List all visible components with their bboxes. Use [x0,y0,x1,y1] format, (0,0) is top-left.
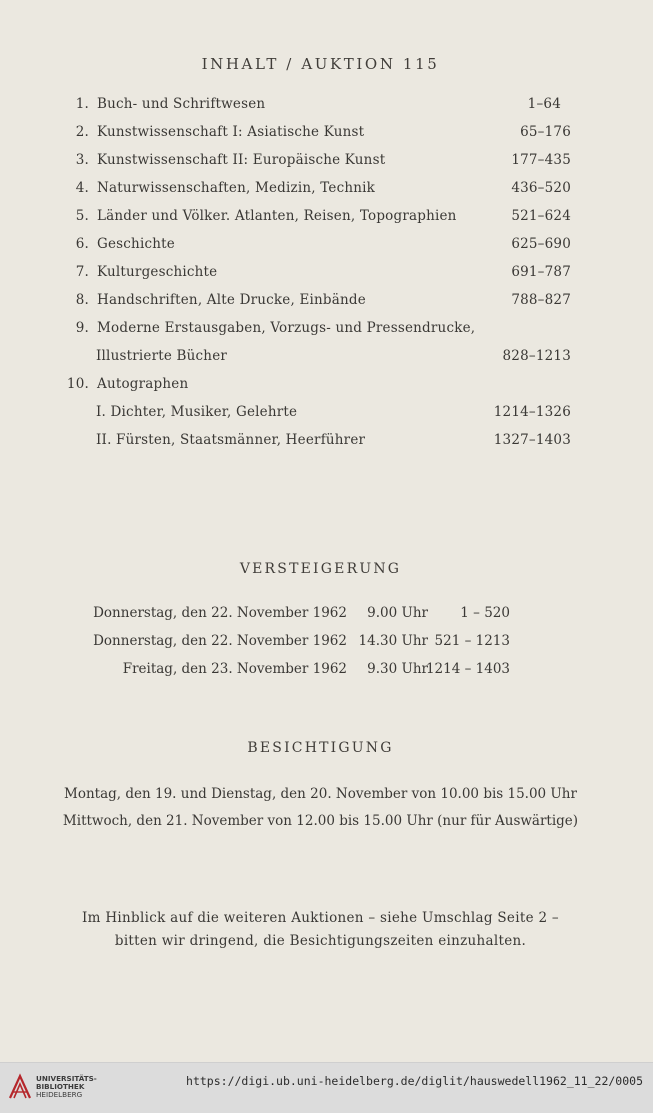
toc-item [0,208,653,228]
toc-item-pages: 691–787 [511,264,571,280]
toc-item [0,96,653,116]
session-date: Donnerstag, den 22. November 1962 [93,605,347,621]
toc-item-title: Illustrierte Bücher [96,348,228,364]
viewing-line: Montag, den 19. und Dienstag, den 20. November von 10.00 bis 15.00 Uhr [64,786,577,802]
session-time: 9.30 Uhr [367,661,428,677]
toc-item [0,376,653,396]
toc-item-title: II. Fürsten, Staatsmänner, Heerführer [96,432,366,448]
library-logo-icon [8,1072,32,1100]
toc-item-title: Kunstwissenschaft I: Asiatische Kunst [97,124,365,140]
notice-line: Im Hinblick auf die weiteren Auktionen – siehe Umschlag Seite 2 – [82,910,559,926]
toc-item-pages: 1214–1326 [493,404,571,420]
toc-item-title: Naturwissenschaften, Medizin, Technik [97,180,376,196]
toc-item-number: 10. [66,376,89,392]
library-name [36,1075,97,1099]
toc-item [0,124,653,144]
auction-session-row [0,661,653,681]
toc-item [0,432,653,452]
toc-item-title: Autographen [97,376,189,392]
toc-item-pages: 1327–1403 [493,432,571,448]
session-lots: 521 – 1213 [434,633,510,649]
auction-heading: VERSTEIGERUNG [239,561,402,577]
viewing-line: Mittwoch, den 21. November von 12.00 bis 15.00 Uhr (nur für Auswärtige) [62,813,579,829]
footer-bar [0,1062,653,1113]
toc-item-pages: 788–827 [511,292,571,308]
toc-item-pages: 177–435 [511,152,571,168]
session-date: Freitag, den 23. November 1962 [122,661,347,677]
session-date: Donnerstag, den 22. November 1962 [93,633,347,649]
auction-session-row [0,633,653,653]
toc-item-number: 3. [75,152,89,168]
viewing-heading: BESICHTIGUNG [247,740,394,756]
toc-item-pages: 625–690 [511,236,571,252]
toc-item [0,348,653,368]
toc-item-title: Geschichte [97,236,175,252]
toc-item-number: 4. [75,180,89,196]
toc-item-number: 2. [75,124,89,140]
toc-item-title: I. Dichter, Musiker, Gelehrte [96,404,298,420]
toc-item [0,152,653,172]
toc-item-pages: 1–64 [527,96,561,112]
toc-item-title: Moderne Erstausgaben, Vorzugs- und Pressendrucke, [97,320,476,336]
auction-session-row [0,605,653,625]
toc-item-pages: 436–520 [511,180,571,196]
toc-item [0,180,653,200]
toc-item-pages: 521–624 [511,208,571,224]
toc-item [0,292,653,312]
toc-item-number: 9. [75,320,89,336]
toc-item-pages: 65–176 [520,124,571,140]
notice-line: bitten wir dringend, die Besichtigungszeiten einzuhalten. [114,933,527,949]
toc-item [0,264,653,284]
session-lots: 1 – 520 [460,605,510,621]
toc-item-number: 8. [75,292,89,308]
toc-item-number: 1. [75,96,89,112]
toc-item [0,320,653,340]
toc-item-title: Kulturgeschichte [97,264,218,280]
session-time: 14.30 Uhr [358,633,428,649]
toc-item-number: 7. [75,264,89,280]
toc-item-title: Kunstwissenschaft II: Europäische Kunst [97,152,386,168]
session-lots: 1214 – 1403 [425,661,510,677]
toc-item-number: 5. [75,208,89,224]
toc-item-pages: 828–1213 [502,348,571,364]
library-name-line: UNIVERSITÄTS- [36,1074,97,1083]
toc-item-title: Buch- und Schriftwesen [97,96,266,112]
toc-item [0,404,653,424]
toc-item-title: Handschriften, Alte Drucke, Einbände [97,292,366,308]
contents-heading: INHALT / AUKTION 115 [201,55,440,73]
toc-item-title: Länder und Völker. Atlanten, Reisen, Topographien [97,208,457,224]
toc-item-number: 6. [75,236,89,252]
library-name-line: BIBLIOTHEK [36,1082,85,1091]
session-time: 9.00 Uhr [367,605,428,621]
library-name-line: HEIDELBERG [36,1090,83,1099]
source-url-link[interactable]: https://digi.ub.uni-heidelberg.de/diglit/hauswedell1962_11_22/0005 [186,1074,643,1088]
toc-item [0,236,653,256]
